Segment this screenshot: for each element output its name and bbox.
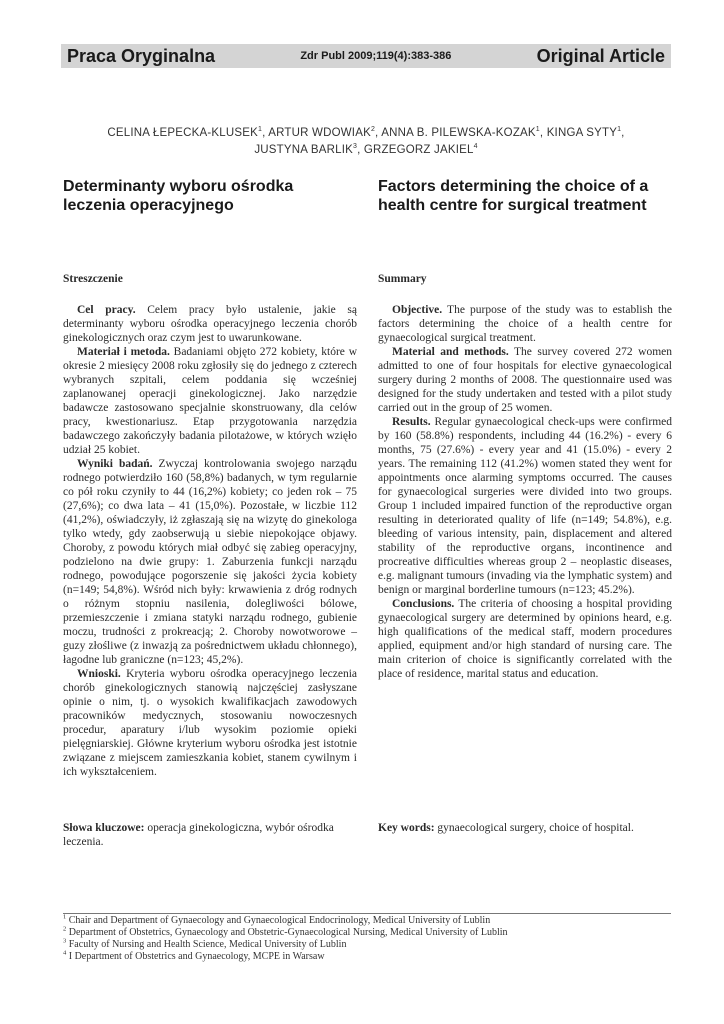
abstract-paragraph: Objective. The purpose of the study was to establish the factors determining the choice of a health centre for gynaecological surgical treatment. xyxy=(378,304,672,344)
abstract-paragraph: Materiał i metoda. Badaniami objęto 272 kobiety, które w okresie 2 miesięcy 2008 roku zgłosiły się do jednego z czterech wybranych szpitali, celem poddania się wcześniej zaplanowanej operacji ginekologicznej. Jako narzędzie badawcze zastosowano specjalnie skonstruowany, dla celów pracy, kwestionariusz. Etap przygotowania narzędzia badawczego zakończyły badania pilotażowe, w których wzięło udział 25 kobiet. xyxy=(63,346,357,456)
journal-header-bar xyxy=(61,44,671,68)
abstract-heading-en: Summary xyxy=(378,273,427,285)
keywords-polish: Słowa kluczowe: operacja ginekologiczna, wybór ośrodka leczenia. xyxy=(63,822,334,848)
abstract-paragraph: Wyniki badań. Zwyczaj kontrolowania swojego narządu rodnego potwierdziło 160 (58,8%) badanych, w tym regularnie co pół roku czyniły to 44 (16,2%) kobiety; co jeden rok – 75 (27,6%); co dwa lata – 41 (15,0%). Pozostałe, w liczbie 112 (41,2%), oświadczyły, iż zgłaszają się na wizytę do ginekologa tylko wtedy, gdy zaobserwują u siebie niepokojące objawy. Choroby, z powodu których miał odbyć się zabieg operacyjny, podzielono na dwie grupy: 1. Zaburzenia funkcji narządu rodnego, powodujące pogorszenie się jakości życia kobiety (n=149; 54,8%). Wśród nich były: krwawienia z dróg rodnych o różnym stopniu nasilenia, dolegliwości bólowe, przemieszczenie i zmiana statyki narządu rodnego, gubienie moczu, trudności z prokreacją; 2. Choroby nowotworowe – guzy złośliwe (z inwazją za pośrednictwem układu chłonnego), łagodne lub graniczne (n=123; 45,2%). xyxy=(63,458,357,666)
keywords-english: Key words: gynaecological surgery, choice of hospital. xyxy=(378,822,634,834)
abstract-paragraph: Cel pracy. Celem pracy było ustalenie, jakie są determinanty wyboru ośrodka operacyjnego leczenia chorób ginekologicznych oraz czym jest to uwarunkowane. xyxy=(63,304,357,344)
footnote-divider xyxy=(63,913,671,914)
footnote: $^1$ Chair and Department of Gynaecology and Gynaecological Endocrinology, Medical University of Lublin xyxy=(63,913,491,926)
footnote: $^3$ Faculty of Nursing and Health Science, Medical University of Lublin xyxy=(63,937,347,950)
article-type-pl: Praca Oryginalna xyxy=(67,45,216,66)
title-polish: Determinanty wyboru ośrodka leczenia operacyjnego xyxy=(63,178,294,214)
author: GRZEGORZ JAKIEL$^4$ xyxy=(363,143,478,156)
author-list xyxy=(61,125,671,159)
abstract-polish xyxy=(63,272,357,779)
author: ANNA B. PILEWSKA-KOZAK$^1$, xyxy=(381,126,547,139)
abstract-english xyxy=(378,272,672,681)
footnote: $^4$ I Department of Obstetrics and Gynaecology, MCPE in Warsaw xyxy=(63,949,325,962)
footnotes xyxy=(63,915,671,963)
author: KINGA SYTY$^1$, xyxy=(546,126,625,139)
abstract-heading-pl: Streszczenie xyxy=(63,273,123,285)
title-english: Factors determining the choice of a health centre for surgical treatment xyxy=(378,178,649,214)
author: JUSTYNA BARLIK$^3$, xyxy=(254,143,364,156)
abstract-paragraph: Wnioski. Kryteria wyboru ośrodka operacyjnego leczenia chorób ginekologicznych stanowią najczęściej zasłyszane opinie o nim, tj. o wysokich kwalifikacjach zawodowych pracowników medycznych, stosowaniu nowoczesnych procedur, aparatury i/lub wysokim poziomie opieki pielęgniarskiej. Główne kryterium wyboru ośrodka jest istotnie związane z miejscem zamieszkania kobiet, stanem cywilnym i ich wykształceniem. xyxy=(63,668,357,778)
abstract-paragraph: Material and methods. The survey covered 272 women admitted to one of four hospitals for elective gynaecological surgery during 2 months of 2008. The questionnaire used was designed for the study undertaken and tested with a pilot study carried out in the group of 25 women. xyxy=(378,346,673,414)
author: ARTUR WDOWIAK$^2$, xyxy=(268,126,382,139)
journal-citation: Zdr Publ 2009;119(4):383-386 xyxy=(300,50,452,62)
footnote: $^2$ Department of Obstetrics, Gynaecology and Obstetric-Gynaecological Nursing, Medical University of Lublin xyxy=(63,925,508,938)
abstract-paragraph: Results. Regular gynaecological check-ups were confirmed by 160 (58.8%) respondents, including 44 (16.2%) - every 6 months, 75 (27.6%) - every year and 41 (15.0%) - every 2 years. The remaining 112 (41.2%) women stated they went for appointments once alarming symptoms occurred. The causes for gynaecological surgeries were divided into two groups. Group 1 included impaired function of the reproductive organ resulting in deteriorated quality of life (n=149; 54.8%), e.g. bleeding of various intensity, pain, displacement and altered stability of the reproductive organs, incontinence and procreative difficulties whereas group 2 – neoplastic diseases, e.g. malignant tumours (invading via the lymphatic system) and benign or marginal borderline tumours (n=123; 45.2%). xyxy=(378,416,672,596)
article-type-en: Original Article xyxy=(536,45,665,66)
abstract-paragraph: Conclusions. The criteria of choosing a hospital providing gynaecological surgery are determined by opinions heard, e.g. high qualifications of the medical staff, modern procedures applied, equipment and/or high standard of nursing care. The main criterion of choice is significantly correlated with the place of residence, marital status and education. xyxy=(378,598,672,680)
author: CELINA ŁEPECKA-KLUSEK$^1$, xyxy=(107,126,269,139)
